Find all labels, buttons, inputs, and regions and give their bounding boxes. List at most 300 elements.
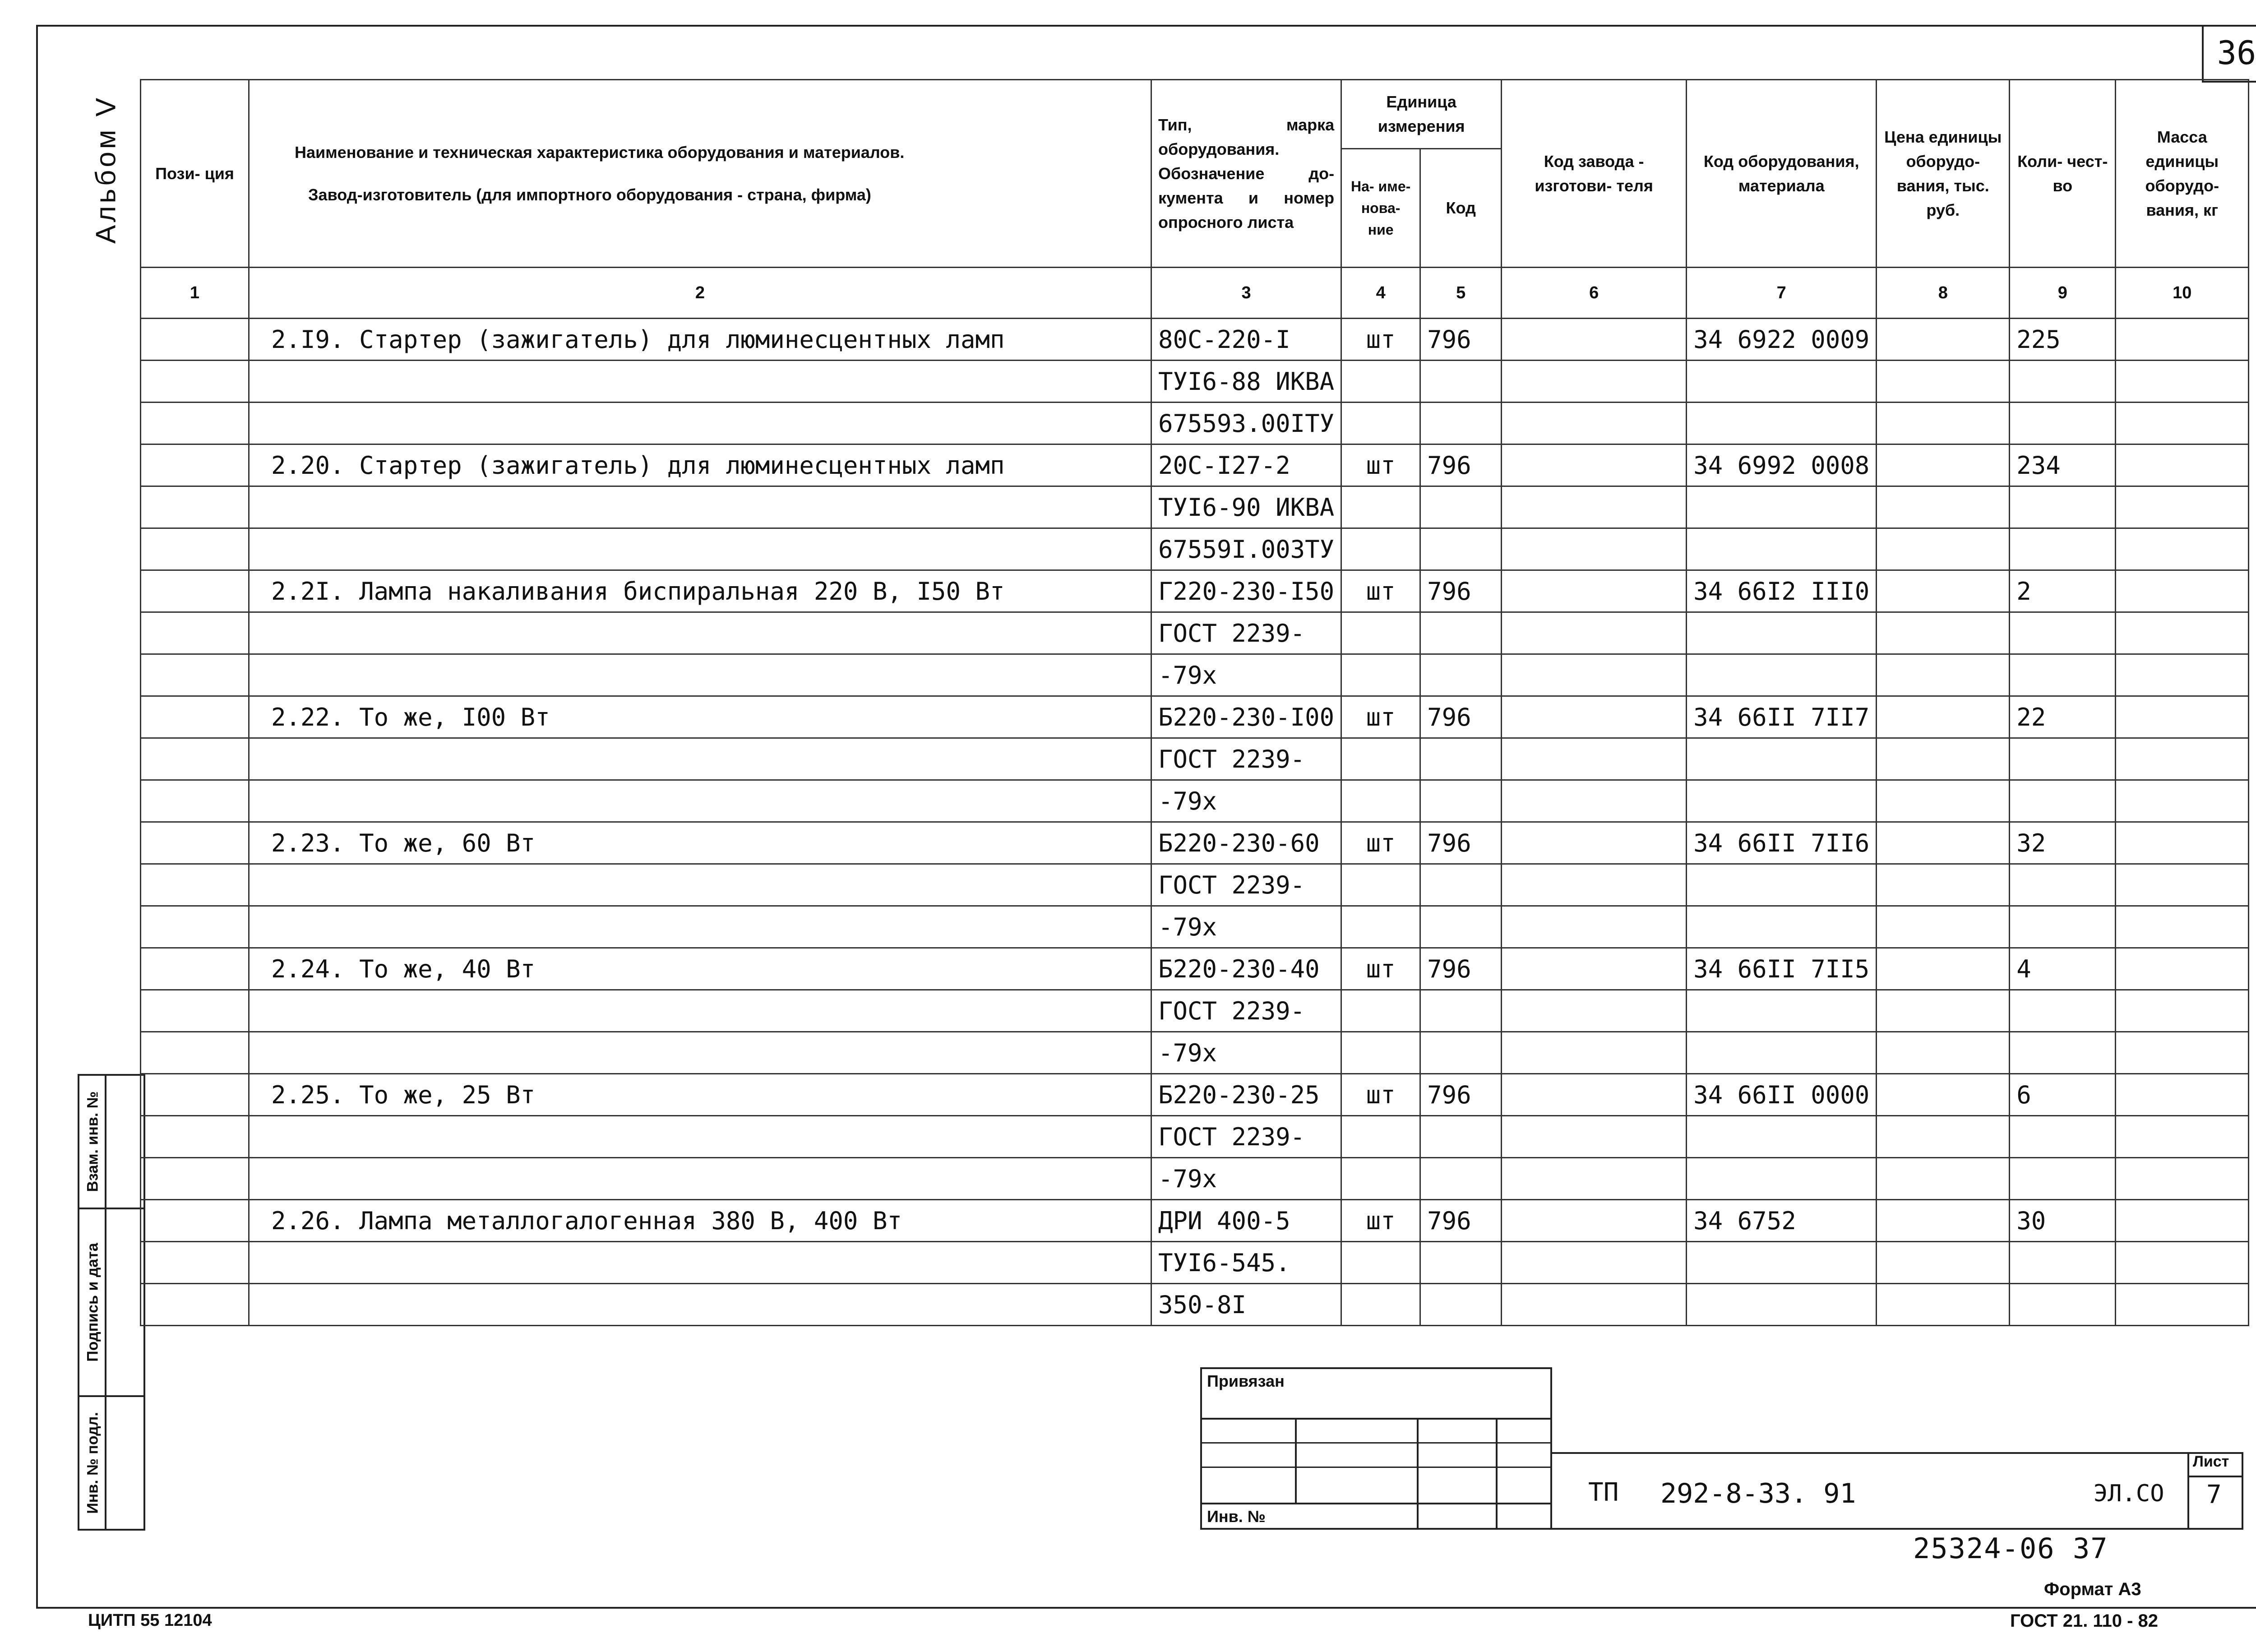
cell-quantity: 30 (2010, 1200, 2116, 1242)
cell-quantity: 234 (2010, 444, 2116, 486)
cell-equipment-code (1687, 654, 1877, 696)
stamp-podpis-data (78, 1208, 145, 1397)
cell-price (1877, 906, 2010, 948)
cell-factory-code (1502, 780, 1687, 822)
cell-type: ТУI6-545. (1151, 1242, 1341, 1284)
cell-name (249, 1242, 1151, 1284)
cell-price (1877, 1032, 2010, 1074)
colnum: 1 (141, 268, 249, 319)
cell-quantity (2010, 990, 2116, 1032)
cell-unit-code: 796 (1420, 570, 1502, 612)
cell-equipment-code (1687, 486, 1877, 528)
header-name: Наименование и техническая характеристика оборудования и материалов. Завод-изготовитель (для импортного оборудования - страна, фирма) (249, 80, 1151, 268)
cell-name (249, 1284, 1151, 1326)
cell-unit-name (1341, 738, 1420, 780)
cell-mass (2116, 948, 2249, 990)
cell-name (249, 612, 1151, 654)
cell-factory-code (1502, 403, 1687, 444)
cell-type: ТУI6-88 ИКВА (1151, 361, 1341, 403)
cell-quantity: 32 (2010, 822, 2116, 864)
cell-quantity (2010, 1158, 2116, 1200)
cell-mass (2116, 528, 2249, 570)
cell-name: 2.23. То же, 60 Вт (249, 822, 1151, 864)
cell-price (1877, 654, 2010, 696)
table-row (141, 1200, 2249, 1242)
table-row (141, 654, 2249, 696)
cell-unit-code: 796 (1420, 319, 1502, 361)
table-row (141, 1116, 2249, 1158)
cell-factory-code (1502, 486, 1687, 528)
cell-equipment-code: 34 66II 7II5 (1687, 948, 1877, 990)
cell-equipment-code (1687, 864, 1877, 906)
cell-price (1877, 864, 2010, 906)
stamp-vzam-label: Взам. инв. № (84, 1091, 102, 1192)
colnum: 5 (1420, 268, 1502, 319)
cell-factory-code (1502, 612, 1687, 654)
table-row (141, 1284, 2249, 1326)
cell-type: -79х (1151, 906, 1341, 948)
cell-position (141, 1032, 249, 1074)
album-label: Альбом V (90, 95, 122, 244)
header-position: Пози- ция (141, 80, 249, 268)
cell-unit-code (1420, 906, 1502, 948)
cell-price (1877, 612, 2010, 654)
cell-unit-name (1341, 361, 1420, 403)
cell-factory-code (1502, 1032, 1687, 1074)
cell-name (249, 906, 1151, 948)
table-row (141, 990, 2249, 1032)
cell-quantity (2010, 906, 2116, 948)
cell-equipment-code (1687, 906, 1877, 948)
cell-equipment-code: 34 66II 7II7 (1687, 696, 1877, 738)
cell-unit-name (1341, 864, 1420, 906)
cell-name (249, 403, 1151, 444)
format-label: Формат А3 (2044, 1579, 2141, 1599)
stamp-inv-podl (78, 1395, 145, 1531)
cell-mass (2116, 1158, 2249, 1200)
cell-unit-name: шт (1341, 948, 1420, 990)
cell-mass (2116, 738, 2249, 780)
cell-equipment-code (1687, 1242, 1877, 1284)
cell-price (1877, 990, 2010, 1032)
cell-name (249, 1116, 1151, 1158)
cell-factory-code (1502, 1074, 1687, 1116)
cell-mass (2116, 1116, 2249, 1158)
cell-price (1877, 1200, 2010, 1242)
cell-mass (2116, 654, 2249, 696)
cell-unit-name (1341, 403, 1420, 444)
cell-position (141, 738, 249, 780)
table-row (141, 948, 2249, 990)
cell-name: 2.2I. Лампа накаливания биспиральная 220 В, I50 Вт (249, 570, 1151, 612)
cell-mass (2116, 780, 2249, 822)
cell-position (141, 1158, 249, 1200)
header-equipment-code: Код оборудования, материала (1687, 80, 1877, 268)
cell-type: Б220-230-25 (1151, 1074, 1341, 1116)
cell-price (1877, 1158, 2010, 1200)
cell-unit-name (1341, 654, 1420, 696)
table-row (141, 1158, 2249, 1200)
cell-quantity (2010, 654, 2116, 696)
cell-type: Б220-230-40 (1151, 948, 1341, 990)
table-row (141, 780, 2249, 822)
cell-factory-code (1502, 1200, 1687, 1242)
cell-type: 20С-I27-2 (1151, 444, 1341, 486)
cell-position (141, 990, 249, 1032)
cell-quantity (2010, 528, 2116, 570)
cell-factory-code (1502, 738, 1687, 780)
cell-name (249, 780, 1151, 822)
cell-unit-code: 796 (1420, 696, 1502, 738)
cell-price (1877, 403, 2010, 444)
cell-unit-code (1420, 1032, 1502, 1074)
cell-position (141, 1074, 249, 1116)
cell-unit-name (1341, 990, 1420, 1032)
cell-equipment-code: 34 6992 0008 (1687, 444, 1877, 486)
cell-type: -79х (1151, 1032, 1341, 1074)
table-row (141, 486, 2249, 528)
cell-factory-code (1502, 696, 1687, 738)
cell-unit-code: 796 (1420, 822, 1502, 864)
cell-type: ДРИ 400-5 (1151, 1200, 1341, 1242)
cell-unit-code (1420, 864, 1502, 906)
cell-unit-name: шт (1341, 444, 1420, 486)
cell-quantity (2010, 738, 2116, 780)
cell-equipment-code (1687, 1158, 1877, 1200)
cell-price (1877, 361, 2010, 403)
table-row (141, 1032, 2249, 1074)
cell-unit-name: шт (1341, 1200, 1420, 1242)
cell-name: 2.I9. Стартер (зажигатель) для люминесцентных ламп (249, 319, 1151, 361)
section-code: ЭЛ.СО (2094, 1480, 2164, 1507)
cell-mass (2116, 444, 2249, 486)
cell-unit-name (1341, 486, 1420, 528)
header-mass: Масса единицы оборудо- вания, кг (2116, 80, 2249, 268)
colnum: 9 (2010, 268, 2116, 319)
cell-type: ГОСТ 2239- (1151, 990, 1341, 1032)
cell-type: Г220-230-I50 (1151, 570, 1341, 612)
cell-quantity: 2 (2010, 570, 2116, 612)
cell-mass (2116, 1284, 2249, 1326)
cell-price (1877, 948, 2010, 990)
cell-position (141, 319, 249, 361)
cell-quantity: 225 (2010, 319, 2116, 361)
cell-unit-code (1420, 990, 1502, 1032)
cell-price (1877, 738, 2010, 780)
colnum: 8 (1877, 268, 2010, 319)
table-row (141, 696, 2249, 738)
doc-code: 292-8-33. 91 (1660, 1478, 1856, 1509)
cell-type: 350-8I (1151, 1284, 1341, 1326)
cell-factory-code (1502, 1284, 1687, 1326)
colnum: 2 (249, 268, 1151, 319)
cell-type: ГОСТ 2239- (1151, 864, 1341, 906)
cell-unit-name (1341, 1158, 1420, 1200)
cell-quantity (2010, 403, 2116, 444)
cell-mass (2116, 1074, 2249, 1116)
cell-equipment-code: 34 6922 0009 (1687, 319, 1877, 361)
cell-quantity (2010, 486, 2116, 528)
cell-type: ГОСТ 2239- (1151, 612, 1341, 654)
cell-price (1877, 1284, 2010, 1326)
cell-quantity (2010, 780, 2116, 822)
cell-equipment-code: 34 66II 0000 (1687, 1074, 1877, 1116)
table-row (141, 319, 2249, 361)
cell-unit-code (1420, 654, 1502, 696)
cell-factory-code (1502, 948, 1687, 990)
cell-position (141, 822, 249, 864)
cell-type: -79х (1151, 654, 1341, 696)
cell-price (1877, 1116, 2010, 1158)
cell-type: -79х (1151, 1158, 1341, 1200)
cell-unit-code (1420, 1242, 1502, 1284)
cell-quantity: 6 (2010, 1074, 2116, 1116)
stamp-left: ЦИТП 55 12104 (88, 1611, 212, 1630)
spec-table-body (141, 319, 2249, 1326)
stamp-right: ГОСТ 21. 110 - 82 (2010, 1611, 2158, 1631)
table-row (141, 738, 2249, 780)
doc-code-prefix: ТП (1588, 1478, 1619, 1507)
cell-price (1877, 1074, 2010, 1116)
colnum: 6 (1502, 268, 1687, 319)
table-row (141, 1242, 2249, 1284)
stamp-inv-podl-label: Инв. № подл. (84, 1412, 102, 1514)
cell-mass (2116, 990, 2249, 1032)
cell-unit-name: шт (1341, 319, 1420, 361)
cell-mass (2116, 570, 2249, 612)
cell-mass (2116, 319, 2249, 361)
colnum: 7 (1687, 268, 1877, 319)
cell-equipment-code (1687, 990, 1877, 1032)
cell-type: -79х (1151, 780, 1341, 822)
cell-position (141, 570, 249, 612)
cell-factory-code (1502, 1242, 1687, 1284)
cell-factory-code (1502, 1116, 1687, 1158)
cell-name (249, 654, 1151, 696)
cell-unit-code (1420, 1116, 1502, 1158)
cell-factory-code (1502, 864, 1687, 906)
cell-equipment-code: 34 66II 7II6 (1687, 822, 1877, 864)
cell-price (1877, 696, 2010, 738)
cell-unit-name (1341, 528, 1420, 570)
cell-equipment-code (1687, 403, 1877, 444)
cell-position (141, 612, 249, 654)
cell-quantity (2010, 1116, 2116, 1158)
stamp-vzam-inv (78, 1074, 145, 1209)
cell-mass (2116, 403, 2249, 444)
cell-name (249, 528, 1151, 570)
cell-mass (2116, 1200, 2249, 1242)
cell-position (141, 528, 249, 570)
cell-factory-code (1502, 822, 1687, 864)
header-unit-code: Код (1420, 149, 1502, 268)
cell-position (141, 1242, 249, 1284)
handwritten-number: 25324-06 37 (1913, 1532, 2108, 1565)
cell-position (141, 1116, 249, 1158)
colnum: 3 (1151, 268, 1341, 319)
cell-position (141, 361, 249, 403)
cell-mass (2116, 906, 2249, 948)
stamp-podpis-label: Подпись и дата (84, 1243, 102, 1362)
cell-type: ГОСТ 2239- (1151, 738, 1341, 780)
cell-type: ГОСТ 2239- (1151, 1116, 1341, 1158)
cell-unit-name: шт (1341, 1074, 1420, 1116)
cell-equipment-code: 34 6752 (1687, 1200, 1877, 1242)
cell-equipment-code (1687, 528, 1877, 570)
cell-quantity: 4 (2010, 948, 2116, 990)
cell-position (141, 864, 249, 906)
cell-type: Б220-230-60 (1151, 822, 1341, 864)
cell-price (1877, 570, 2010, 612)
header-unit-name: На- име- нова- ние (1341, 149, 1420, 268)
cell-factory-code (1502, 906, 1687, 948)
cell-position (141, 1284, 249, 1326)
cell-position (141, 948, 249, 990)
cell-quantity (2010, 1284, 2116, 1326)
cell-name (249, 1032, 1151, 1074)
cell-mass (2116, 486, 2249, 528)
cell-type: 80С-220-I (1151, 319, 1341, 361)
cell-mass (2116, 822, 2249, 864)
cell-name (249, 486, 1151, 528)
cell-equipment-code (1687, 612, 1877, 654)
cell-mass (2116, 696, 2249, 738)
cell-price (1877, 528, 2010, 570)
cell-equipment-code (1687, 361, 1877, 403)
cell-price (1877, 444, 2010, 486)
header-factory-code: Код завода - изготови- теля (1502, 80, 1687, 268)
cell-equipment-code (1687, 1284, 1877, 1326)
cell-price (1877, 1242, 2010, 1284)
header-quantity: Коли- чест- во (2010, 80, 2116, 268)
cell-unit-name (1341, 612, 1420, 654)
cell-unit-code: 796 (1420, 444, 1502, 486)
privyazan-label: Привязан (1207, 1372, 1285, 1390)
table-row (141, 864, 2249, 906)
sheet-number: 7 (2206, 1480, 2222, 1509)
cell-unit-code: 796 (1420, 1200, 1502, 1242)
header-row (141, 80, 2249, 149)
cell-name (249, 361, 1151, 403)
cell-mass (2116, 864, 2249, 906)
cell-position (141, 906, 249, 948)
cell-name (249, 738, 1151, 780)
cell-price (1877, 780, 2010, 822)
cell-type: 67559I.003ТУ (1151, 528, 1341, 570)
cell-unit-name (1341, 906, 1420, 948)
cell-price (1877, 486, 2010, 528)
cell-mass (2116, 1242, 2249, 1284)
cell-unit-name (1341, 780, 1420, 822)
cell-factory-code (1502, 654, 1687, 696)
cell-factory-code (1502, 361, 1687, 403)
cell-name: 2.25. То же, 25 Вт (249, 1074, 1151, 1116)
cell-equipment-code (1687, 780, 1877, 822)
table-row (141, 403, 2249, 444)
cell-type: 675593.00IТУ (1151, 403, 1341, 444)
cell-quantity (2010, 612, 2116, 654)
page-number: 36 (2202, 25, 2256, 83)
header-type: Тип, марка оборудования. Обозначение до- кумента и номер опросного листа (1151, 80, 1341, 268)
header-price: Цена единицы оборудо- вания, тыс. руб. (1877, 80, 2010, 268)
cell-unit-code: 796 (1420, 1074, 1502, 1116)
cell-unit-name: шт (1341, 570, 1420, 612)
cell-position (141, 444, 249, 486)
cell-quantity (2010, 1242, 2116, 1284)
privyazan-box (1200, 1367, 1552, 1530)
cell-mass (2116, 361, 2249, 403)
cell-quantity (2010, 1032, 2116, 1074)
cell-position (141, 486, 249, 528)
cell-name: 2.24. То же, 40 Вт (249, 948, 1151, 990)
cell-unit-code (1420, 361, 1502, 403)
cell-factory-code (1502, 319, 1687, 361)
cell-unit-name (1341, 1242, 1420, 1284)
cell-name: 2.20. Стартер (зажигатель) для люминесцентных ламп (249, 444, 1151, 486)
cell-position (141, 403, 249, 444)
cell-position (141, 1200, 249, 1242)
cell-quantity (2010, 864, 2116, 906)
cell-type: Б220-230-I00 (1151, 696, 1341, 738)
cell-equipment-code (1687, 1032, 1877, 1074)
cell-unit-code: 796 (1420, 948, 1502, 990)
table-row (141, 1074, 2249, 1116)
cell-position (141, 696, 249, 738)
cell-factory-code (1502, 528, 1687, 570)
cell-unit-name (1341, 1284, 1420, 1326)
cell-name: 2.22. То же, I00 Вт (249, 696, 1151, 738)
cell-mass (2116, 612, 2249, 654)
cell-equipment-code (1687, 1116, 1877, 1158)
table-row (141, 906, 2249, 948)
table-row (141, 612, 2249, 654)
inv-no-label: Инв. № (1207, 1507, 1266, 1526)
cell-type: ТУI6-90 ИКВА (1151, 486, 1341, 528)
cell-unit-name (1341, 1032, 1420, 1074)
cell-unit-code (1420, 486, 1502, 528)
table-row (141, 361, 2249, 403)
table-row (141, 822, 2249, 864)
table-row (141, 570, 2249, 612)
cell-quantity: 22 (2010, 696, 2116, 738)
cell-name (249, 990, 1151, 1032)
cell-factory-code (1502, 1158, 1687, 1200)
cell-unit-code (1420, 612, 1502, 654)
column-number-row (141, 268, 2249, 319)
cell-mass (2116, 1032, 2249, 1074)
cell-position (141, 780, 249, 822)
cell-unit-code (1420, 528, 1502, 570)
spec-table (140, 79, 2249, 1326)
cell-unit-code (1420, 780, 1502, 822)
table-row (141, 528, 2249, 570)
cell-price (1877, 319, 2010, 361)
cell-price (1877, 822, 2010, 864)
cell-unit-code (1420, 1158, 1502, 1200)
cell-factory-code (1502, 990, 1687, 1032)
cell-factory-code (1502, 570, 1687, 612)
cell-unit-code (1420, 738, 1502, 780)
cell-unit-name (1341, 1116, 1420, 1158)
table-row (141, 444, 2249, 486)
cell-name: 2.26. Лампа металлогалогенная 380 В, 400 Вт (249, 1200, 1151, 1242)
cell-position (141, 654, 249, 696)
cell-unit-code (1420, 1284, 1502, 1326)
cell-unit-name: шт (1341, 822, 1420, 864)
cell-equipment-code: 34 66I2 III0 (1687, 570, 1877, 612)
cell-name (249, 1158, 1151, 1200)
sheet-label: Лист (2193, 1453, 2229, 1470)
